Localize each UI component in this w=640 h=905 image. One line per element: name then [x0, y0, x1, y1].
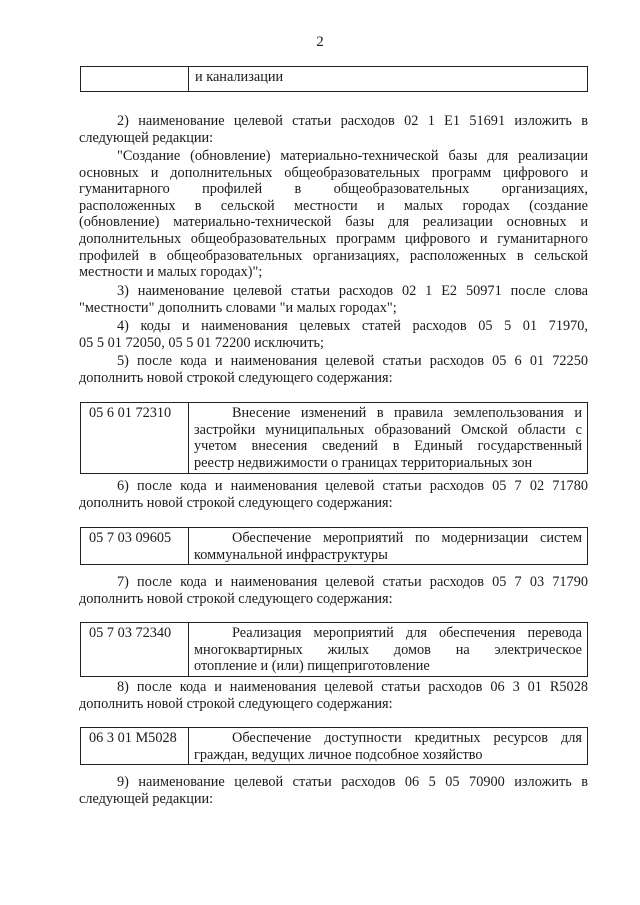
text-line: дополнить новой строкой следующего содержания:	[79, 369, 393, 386]
table-cell-code: 05 7 03 09605	[81, 528, 189, 564]
text-line: коммунальной инфраструктуры	[194, 546, 388, 563]
paragraph-item-4	[79, 318, 588, 351]
quoted-new-name	[79, 148, 588, 281]
text-line: 05 5 01 72050, 05 5 01 72200 исключить;	[79, 334, 324, 351]
text-line: 7) после кода и наименования целевой статьи расходов 05 7 03 71790	[117, 574, 588, 590]
text-line: основных и дополнительных общеобразовательных программ цифрового и	[79, 164, 588, 181]
paragraph-item-6	[79, 478, 588, 511]
paragraph-item-5	[79, 353, 588, 386]
paragraph-item-8	[79, 679, 588, 712]
text-line: Внесение изменений в правила землепользования и	[232, 405, 582, 421]
text-line: дополнить новой строкой следующего содержания:	[79, 695, 393, 712]
paragraph-item-3	[79, 283, 588, 316]
text-line: дополнительных общеобразовательных программ цифрового и гуманитарного	[79, 230, 588, 247]
text-line: Реализация мероприятий для обеспечения перевода	[232, 625, 582, 641]
table-row	[80, 622, 588, 677]
table-row-continuation	[80, 66, 588, 92]
text-line: граждан, ведущих личное подсобное хозяйство	[194, 746, 483, 763]
text-line: Обеспечение мероприятий по модернизации систем	[232, 530, 582, 546]
table-cell-name: и канализации	[195, 69, 284, 85]
table-cell-code: 06 3 01 M5028	[81, 728, 189, 764]
text-line: застройки муниципальных образований Омской области с	[194, 421, 582, 438]
table-cell-code: 05 7 03 72340	[81, 623, 189, 676]
text-line: расположенных в сельской местности и малых городах (создание	[79, 197, 588, 214]
table-row	[80, 527, 588, 565]
text-line: 8) после кода и наименования целевой статьи расходов 06 3 01 R5028	[117, 679, 588, 695]
paragraph-item-2	[79, 113, 588, 146]
text-line: 5) после кода и наименования целевой статьи расходов 05 6 01 72250	[117, 353, 588, 369]
text-line: дополнить новой строкой следующего содержания:	[79, 590, 393, 607]
table-cell-code: 05 6 01 72310	[81, 403, 189, 473]
text-line: отопление и (или) пищеприготовление	[194, 658, 430, 675]
text-line: 9) наименование целевой статьи расходов 06 5 05 70900 изложить в	[117, 774, 588, 790]
text-line: многоквартирных жилых домов на электрическое	[194, 641, 582, 658]
page-number: 2	[316, 34, 324, 50]
text-line: местности и малых городах)";	[79, 264, 263, 281]
table-cell-name	[189, 403, 587, 473]
table-cell-code	[81, 67, 189, 91]
text-line: учетом внесения сведений в Единый государственный	[194, 438, 582, 455]
text-line: профилей в общеобразовательных организациях, расположенных в сельской	[79, 247, 588, 264]
table-cell-name	[189, 623, 587, 676]
text-line: "Создание (обновление) материально-технической базы для реализации	[117, 148, 588, 164]
text-line: дополнить новой строкой следующего содержания:	[79, 494, 393, 511]
table-cell-name	[189, 528, 587, 564]
text-line: 3) наименование целевой статьи расходов 02 1 E2 50971 после слова	[117, 283, 588, 299]
text-line: следующей редакции:	[79, 790, 214, 807]
table-row	[80, 402, 588, 474]
text-line: следующей редакции:	[79, 129, 214, 146]
table-cell-name	[189, 728, 587, 764]
paragraph-item-7	[79, 574, 588, 607]
text-line: 6) после кода и наименования целевой статьи расходов 05 7 02 71780	[117, 478, 588, 494]
text-line: 2) наименование целевой статьи расходов 02 1 E1 51691 изложить в	[117, 113, 588, 129]
text-line: "местности" дополнить словами "и малых городах";	[79, 299, 397, 316]
text-line: гуманитарного профилей в общеобразовательных организациях,	[79, 181, 588, 198]
text-line: реестр недвижимости о границах территориальных зон	[194, 454, 533, 471]
text-line: (обновление) материально-технической базы для реализации основных и	[79, 214, 588, 231]
paragraph-item-9	[79, 774, 588, 807]
text-line: Обеспечение доступности кредитных ресурсов для	[232, 730, 582, 746]
table-row	[80, 727, 588, 765]
text-line: 4) коды и наименования целевых статей расходов 05 5 01 71970,	[117, 318, 588, 334]
